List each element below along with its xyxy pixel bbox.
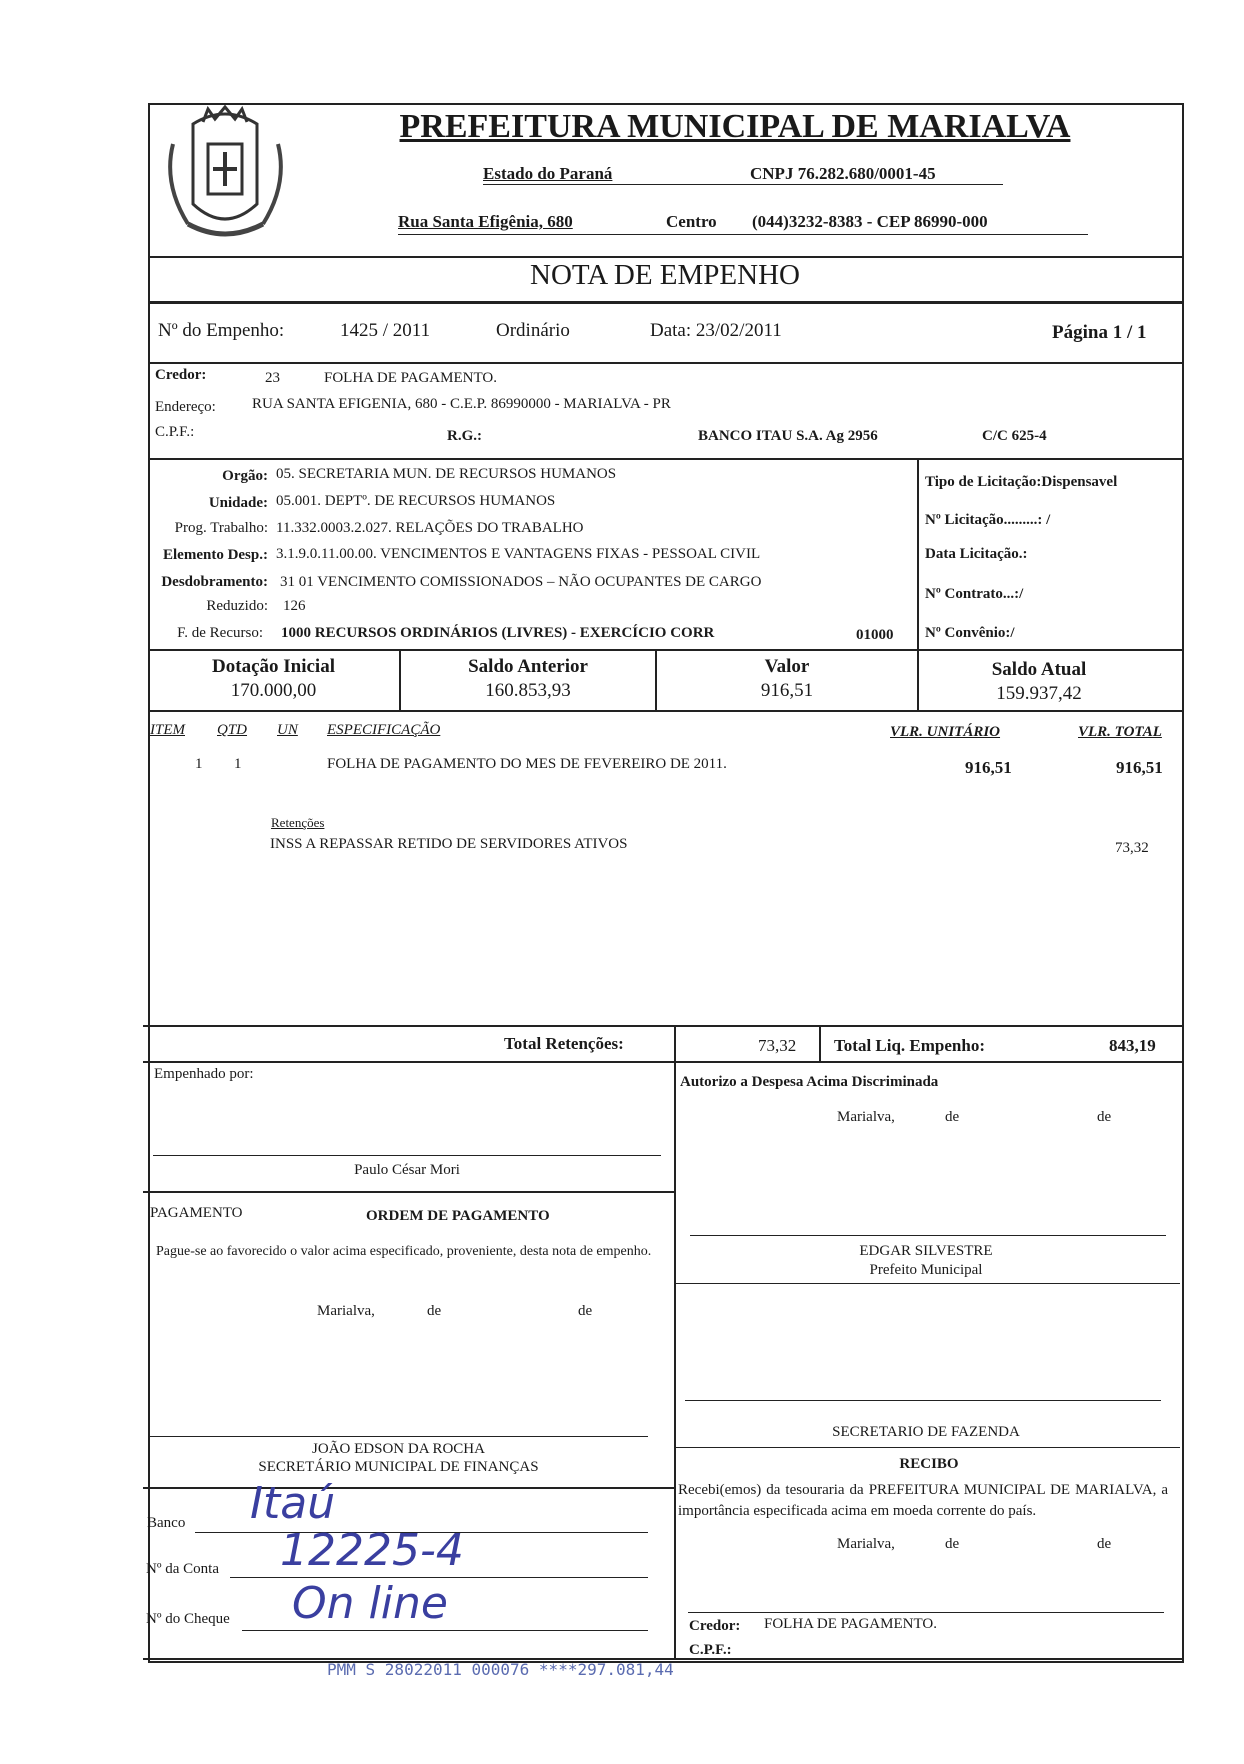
item-spec: FOLHA DE PAGAMENTO DO MES DE FEVEREIRO DE 2011. <box>327 756 727 772</box>
items-header-spec: ESPECIFICAÇÃO <box>327 722 441 738</box>
divider <box>143 1025 1182 1027</box>
conta-handwritten: 12225-4 <box>280 1525 464 1576</box>
desdobramento-value: 31 01 VENCIMENTO COMISSIONADOS – NÃO OCUPANTES DE CARGO <box>280 574 762 590</box>
header-address-line <box>398 234 1088 235</box>
header-cnpj: CNPJ 76.282.680/0001-45 <box>750 164 936 183</box>
prog-label: Prog. Trabalho: <box>174 520 268 536</box>
recibo-title: RECIBO <box>899 1456 959 1472</box>
divider <box>143 1061 1182 1063</box>
retencao-value: 73,32 <box>1115 840 1149 856</box>
ordem-pagamento-title: ORDEM DE PAGAMENTO <box>366 1208 550 1224</box>
autorizo-de2: de <box>1097 1109 1112 1125</box>
desdobramento-label: Desdobramento: <box>161 574 268 590</box>
total-retencoes-label: Total Retenções: <box>504 1034 624 1053</box>
total-liquido-value: 843,19 <box>1109 1036 1156 1055</box>
header-state: Estado do Paraná <box>483 164 613 183</box>
divider <box>148 649 1182 651</box>
prog-value: 11.332.0003.2.027. RELAÇÕES DO TRABALHO <box>276 520 584 536</box>
secretario-fazenda: SECRETARIO DE FAZENDA <box>832 1424 1020 1440</box>
credor-rg-label: R.G.: <box>447 428 482 444</box>
empenhado-label: Empenhado por: <box>154 1066 254 1082</box>
conta-label: Nº da Conta <box>146 1561 219 1577</box>
licitacao-convenio: Nº Convênio:/ <box>925 625 1015 641</box>
credor-address-label: Endereço: <box>155 399 216 415</box>
cheque-handwritten: On line <box>292 1578 448 1629</box>
cheque-line <box>242 1630 648 1631</box>
valor-value: 916,51 <box>760 680 814 701</box>
secretario-financas-name: JOÃO EDSON DA ROCHA <box>312 1441 485 1457</box>
header-state-line <box>483 184 1003 185</box>
recurso-code: 01000 <box>856 627 894 643</box>
licitacao-numero: Nº Licitação.........: / <box>925 512 1051 528</box>
divider <box>148 710 1182 712</box>
reduzido-label: Reduzido: <box>206 598 268 614</box>
recibo-de2: de <box>1097 1536 1112 1552</box>
recibo-de1: de <box>945 1536 960 1552</box>
signature-line <box>690 1235 1166 1236</box>
saldo-anterior-label: Saldo Anterior <box>468 656 588 677</box>
bank-stamp: PMM S 28022011 000076 ****297.081,44 <box>327 1660 674 1679</box>
recibo-cpf-label: C.P.F.: <box>689 1642 732 1658</box>
secretario-financas-role: SECRETÁRIO MUNICIPAL DE FINANÇAS <box>258 1459 539 1475</box>
empenho-number: 1425 / 2011 <box>340 320 431 341</box>
recibo-city: Marialva, <box>837 1536 895 1552</box>
empenho-label: Nº do Empenho: <box>158 320 285 341</box>
credor-code: 23 <box>265 370 280 386</box>
items-header-qtd: QTD <box>217 722 248 738</box>
credor-cc: C/C 625-4 <box>982 428 1047 444</box>
autorizo-de1: de <box>945 1109 960 1125</box>
signature-line <box>153 1155 661 1156</box>
divider <box>148 256 1182 258</box>
unidade-label: Unidade: <box>208 495 268 511</box>
items-header-unit: VLR. UNITÁRIO <box>890 724 1001 740</box>
doc-title: NOTA DE EMPENHO <box>530 259 800 291</box>
vdivider <box>819 1025 821 1062</box>
pagamento-de2: de <box>578 1303 593 1319</box>
reduzido-value: 126 <box>283 598 306 614</box>
orgao-value: 05. SECRETARIA MUN. DE RECURSOS HUMANOS <box>276 466 617 482</box>
orgao-label: Orgão: <box>222 468 268 484</box>
header-address: Rua Santa Efigênia, 680 <box>398 212 573 231</box>
pagamento-label: PAGAMENTO <box>150 1205 243 1221</box>
elemento-label: Elemento Desp.: <box>163 547 268 563</box>
pagamento-text: Pague-se ao favorecido o valor acima especificado, proveniente, desta nota de empenho. <box>156 1244 652 1259</box>
coat-of-arms-logo <box>153 104 298 248</box>
item-qtd: 1 <box>234 756 242 772</box>
saldo-anterior-value: 160.853,93 <box>485 680 571 701</box>
divider <box>148 362 1182 364</box>
banco-label: Banco <box>147 1515 186 1531</box>
item-total: 916,51 <box>1116 758 1163 777</box>
page-number: Página 1 / 1 <box>1052 322 1147 343</box>
recibo-text: Recebi(emos) da tesouraria da PREFEITURA MUNICIPAL DE MARIALVA, a importância especificada acima em moeda corrente do país. <box>678 1482 1168 1519</box>
licitacao-data: Data Licitação.: <box>925 546 1028 562</box>
pagamento-de1: de <box>427 1303 442 1319</box>
autorizo-label: Autorizo a Despesa Acima Discriminada <box>680 1074 939 1090</box>
retencoes-label: Retenções <box>271 815 325 830</box>
licitacao-contrato: Nº Contrato...:/ <box>925 586 1024 602</box>
empenho-type: Ordinário <box>496 320 570 341</box>
recurso-label: F. de Recurso: <box>177 625 263 641</box>
unidade-value: 05.001. DEPTº. DE RECURSOS HUMANOS <box>276 493 556 509</box>
divider <box>148 458 1182 460</box>
header-phone-cep: (044)3232-8383 - CEP 86990-000 <box>752 212 988 231</box>
signature-line <box>688 1612 1164 1613</box>
signature-line <box>685 1400 1161 1401</box>
recurso-value: 1000 RECURSOS ORDINÁRIOS (LIVRES) - EXERCÍCIO CORR <box>281 625 715 641</box>
credor-cpf-label: C.P.F.: <box>155 424 195 440</box>
items-header-total: VLR. TOTAL <box>1078 724 1162 740</box>
banco-handwritten: Itaú <box>250 1478 336 1529</box>
items-header-item: ITEM <box>150 722 185 738</box>
item-number: 1 <box>195 756 203 772</box>
credor-bank: BANCO ITAU S.A. Ag 2956 <box>698 428 878 444</box>
header-district: Centro <box>666 212 717 231</box>
signature-line <box>149 1436 648 1437</box>
valor-label: Valor <box>764 656 810 677</box>
recibo-credor-name: FOLHA DE PAGAMENTO. <box>764 1616 937 1632</box>
credor-address: RUA SANTA EFIGENIA, 680 - C.E.P. 86990000 - MARIALVA - PR <box>252 396 671 412</box>
header-title: PREFEITURA MUNICIPAL DE MARIALVA <box>399 108 1071 145</box>
autorizo-city: Marialva, <box>837 1109 895 1125</box>
prefeito-role: Prefeito Municipal <box>869 1262 983 1278</box>
vdivider <box>917 460 919 650</box>
vdivider <box>674 1061 676 1658</box>
divider <box>674 1447 1180 1448</box>
credor-name: FOLHA DE PAGAMENTO. <box>324 370 497 386</box>
items-header-un: UN <box>277 722 298 738</box>
item-unit: 916,51 <box>965 758 1012 777</box>
recibo-credor-label: Credor: <box>689 1618 741 1634</box>
pagamento-city: Marialva, <box>317 1303 375 1319</box>
prefeito-name: EDGAR SILVESTRE <box>859 1243 993 1259</box>
credor-label: Credor: <box>155 367 207 383</box>
licitacao-tipo: Tipo de Licitação:Dispensavel <box>925 474 1118 490</box>
empenhado-name: Paulo César Mori <box>354 1162 460 1178</box>
saldo-atual-value: 159.937,42 <box>996 683 1082 704</box>
vdivider <box>674 1025 676 1062</box>
elemento-value: 3.1.9.0.11.00.00. VENCIMENTOS E VANTAGENS FIXAS - PESSOAL CIVIL <box>276 546 761 562</box>
divider <box>674 1283 1180 1284</box>
divider <box>148 301 1182 304</box>
retencao-desc: INSS A REPASSAR RETIDO DE SERVIDORES ATIVOS <box>270 836 628 852</box>
total-liquido-label: Total Liq. Empenho: <box>834 1036 985 1055</box>
saldo-atual-label: Saldo Atual <box>991 659 1087 680</box>
divider <box>143 1191 674 1193</box>
dotacao-label: Dotação Inicial <box>212 656 335 677</box>
empenho-date: Data: 23/02/2011 <box>650 320 782 341</box>
divider <box>143 1487 674 1489</box>
dotacao-value: 170.000,00 <box>230 680 317 701</box>
total-retencoes-value: 73,32 <box>758 1036 797 1055</box>
cheque-label: Nº do Cheque <box>146 1611 230 1627</box>
